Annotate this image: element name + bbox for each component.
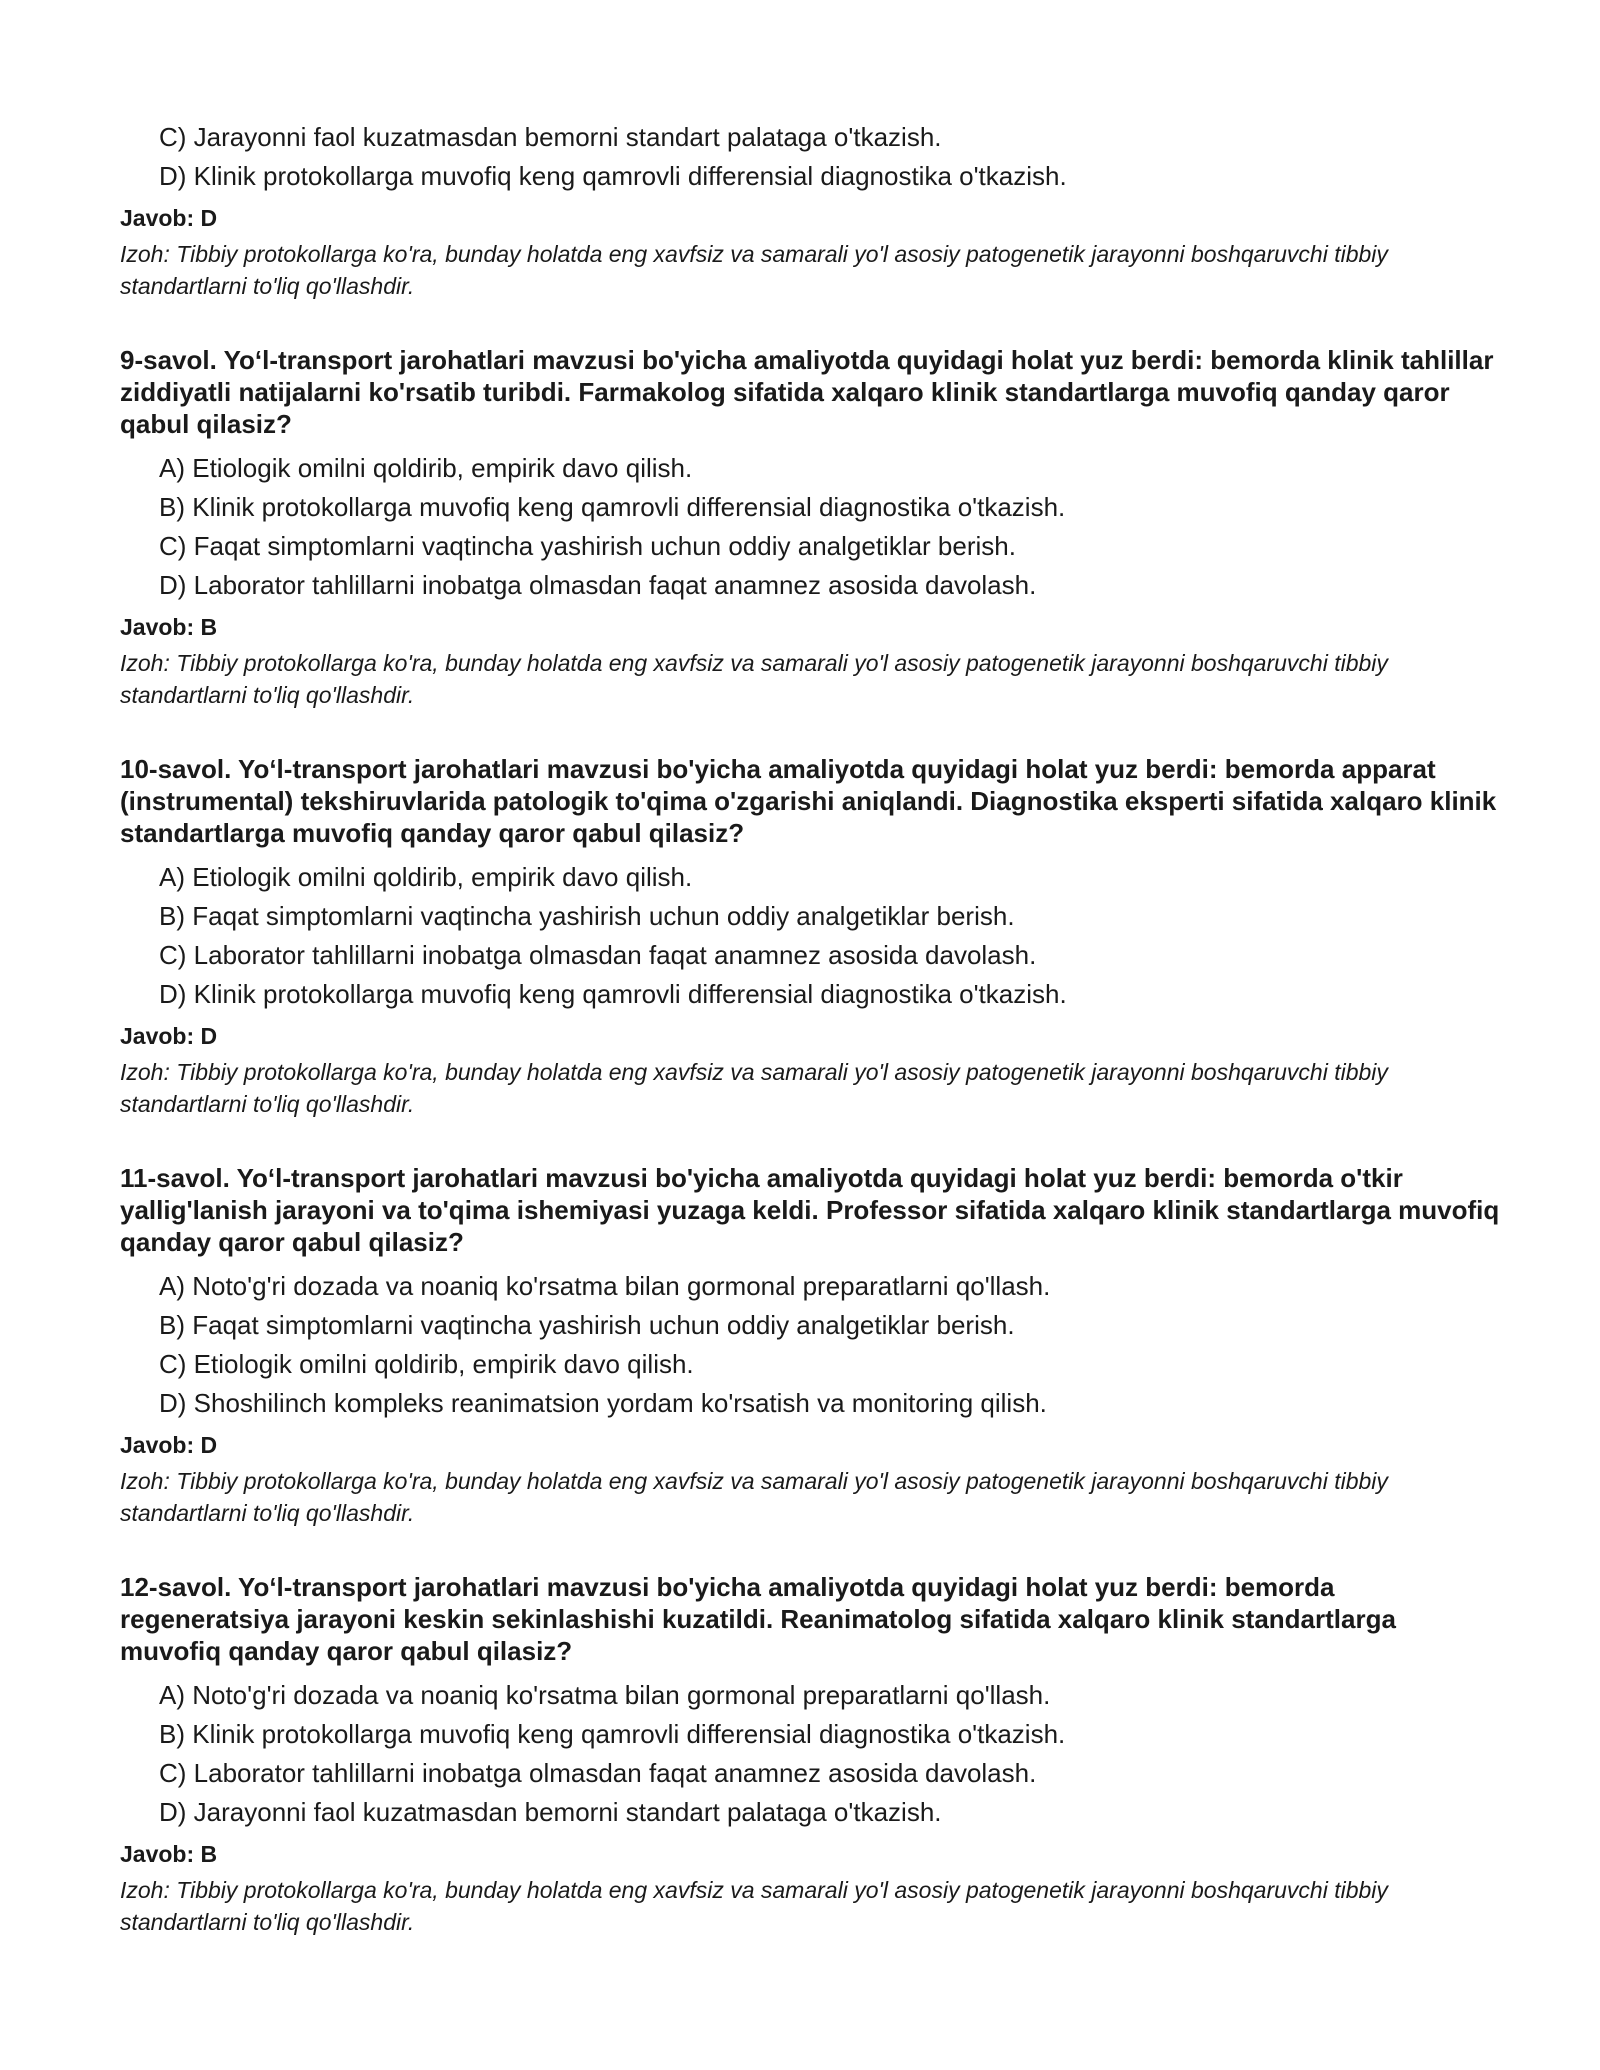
option-d: D) Shoshilinch kompleks reanimatsion yordam ko'rsatish va monitoring qilish. (159, 1388, 1047, 1418)
option-c: C) Faqat simptomlarni vaqtincha yashirish uchun oddiy analgetiklar berish. (159, 531, 1016, 561)
question-title: 10-savol. Yo‘l-transport jarohatlari mavzusi bo'yicha amaliyotda quyidagi holat yuz berdi: bemorda apparat (instrumental) tekshiruvlarida patologik to'qima o'zgarishi aniqlandi. Diagnostika eksperti sifatida xalqaro klinik standartlarga muvofiq qanday qaror qabul qilasiz? (120, 754, 1497, 848)
option-a: A) Noto'g'ri dozada va noaniq ko'rsatma bilan gormonal preparatlarni qo'llash. (159, 1271, 1051, 1301)
option-c: C) Laborator tahlillarni inobatga olmasdan faqat anamnez asosida davolash. (159, 1758, 1037, 1788)
option-c: C) Etiologik omilni qoldirib, empirik davo qilish. (159, 1349, 694, 1379)
option-c: C) Jarayonni faol kuzatmasdan bemorni standart palataga o'tkazish. (159, 122, 942, 152)
explanation-note: Izoh: Tibbiy protokollarga ko'ra, bunday holatda eng xavfsiz va samarali yo'l asosiy patogenetik jarayonni boshqaruvchi tibbiy standartlarni to'liq qo'llashdir. (120, 650, 1388, 708)
explanation-note: Izoh: Tibbiy protokollarga ko'ra, bunday holatda eng xavfsiz va samarali yo'l asosiy patogenetik jarayonni boshqaruvchi tibbiy standartlarni to'liq qo'llashdir. (120, 241, 1388, 299)
question-title: 11-savol. Yo‘l-transport jarohatlari mavzusi bo'yicha amaliyotda quyidagi holat yuz berdi: bemorda o'tkir yallig'lanish jarayoni va to'qima ishemiyasi yuzaga keldi. Professor sifatida xalqaro klinik standartlarga muvofiq qanday qaror qabul qilasiz? (120, 1163, 1500, 1257)
answer-label: Javob: D (120, 205, 218, 231)
option-a: A) Etiologik omilni qoldirib, empirik davo qilish. (159, 862, 693, 892)
question-12 (120, 1571, 1500, 1938)
answer-label: Javob: B (120, 614, 218, 640)
option-d: D) Jarayonni faol kuzatmasdan bemorni standart palataga o'tkazish. (159, 1797, 942, 1827)
option-d: D) Klinik protokollarga muvofiq keng qamrovli differensial diagnostika o'tkazish. (159, 161, 1067, 191)
explanation-note: Izoh: Tibbiy protokollarga ko'ra, bunday holatda eng xavfsiz va samarali yo'l asosiy patogenetik jarayonni boshqaruvchi tibbiy standartlarni to'liq qo'llashdir. (120, 1059, 1388, 1117)
question-title: 9-savol. Yo‘l-transport jarohatlari mavzusi bo'yicha amaliyotda quyidagi holat yuz berdi: bemorda klinik tahlillar ziddiyatli natijalarni ko'rsatib turibdi. Farmakolog sifatida xalqaro klinik standartlarga muvofiq qanday qaror qabul qilasiz? (120, 345, 1494, 439)
option-d: D) Laborator tahlillarni inobatga olmasdan faqat anamnez asosida davolash. (159, 570, 1037, 600)
answer-label: Javob: B (120, 1841, 218, 1867)
question-8-fragment (120, 118, 1500, 302)
option-a: A) Noto'g'ri dozada va noaniq ko'rsatma bilan gormonal preparatlarni qo'llash. (159, 1680, 1051, 1710)
option-b: B) Faqat simptomlarni vaqtincha yashirish uchun oddiy analgetiklar berish. (159, 901, 1015, 931)
explanation-note: Izoh: Tibbiy protokollarga ko'ra, bunday holatda eng xavfsiz va samarali yo'l asosiy patogenetik jarayonni boshqaruvchi tibbiy standartlarni to'liq qo'llashdir. (120, 1877, 1388, 1935)
explanation-note: Izoh: Tibbiy protokollarga ko'ra, bunday holatda eng xavfsiz va samarali yo'l asosiy patogenetik jarayonni boshqaruvchi tibbiy standartlarni to'liq qo'llashdir. (120, 1468, 1388, 1526)
option-b: B) Klinik protokollarga muvofiq keng qamrovli differensial diagnostika o'tkazish. (159, 492, 1066, 522)
document-page (120, 118, 1500, 1938)
question-11 (120, 1162, 1500, 1529)
answer-label: Javob: D (120, 1432, 218, 1458)
option-d: D) Klinik protokollarga muvofiq keng qamrovli differensial diagnostika o'tkazish. (159, 979, 1067, 1009)
option-a: A) Etiologik omilni qoldirib, empirik davo qilish. (159, 453, 693, 483)
option-c: C) Laborator tahlillarni inobatga olmasdan faqat anamnez asosida davolash. (159, 940, 1037, 970)
option-b: B) Faqat simptomlarni vaqtincha yashirish uchun oddiy analgetiklar berish. (159, 1310, 1015, 1340)
question-9 (120, 344, 1500, 711)
question-title: 12-savol. Yo‘l-transport jarohatlari mavzusi bo'yicha amaliyotda quyidagi holat yuz berdi: bemorda regeneratsiya jarayoni keskin sekinlashishi kuzatildi. Reanimatolog sifatida xalqaro klinik standartlarga muvofiq qanday qaror qabul qilasiz? (120, 1572, 1396, 1666)
question-10 (120, 753, 1500, 1120)
option-b: B) Klinik protokollarga muvofiq keng qamrovli differensial diagnostika o'tkazish. (159, 1719, 1066, 1749)
answer-label: Javob: D (120, 1023, 218, 1049)
